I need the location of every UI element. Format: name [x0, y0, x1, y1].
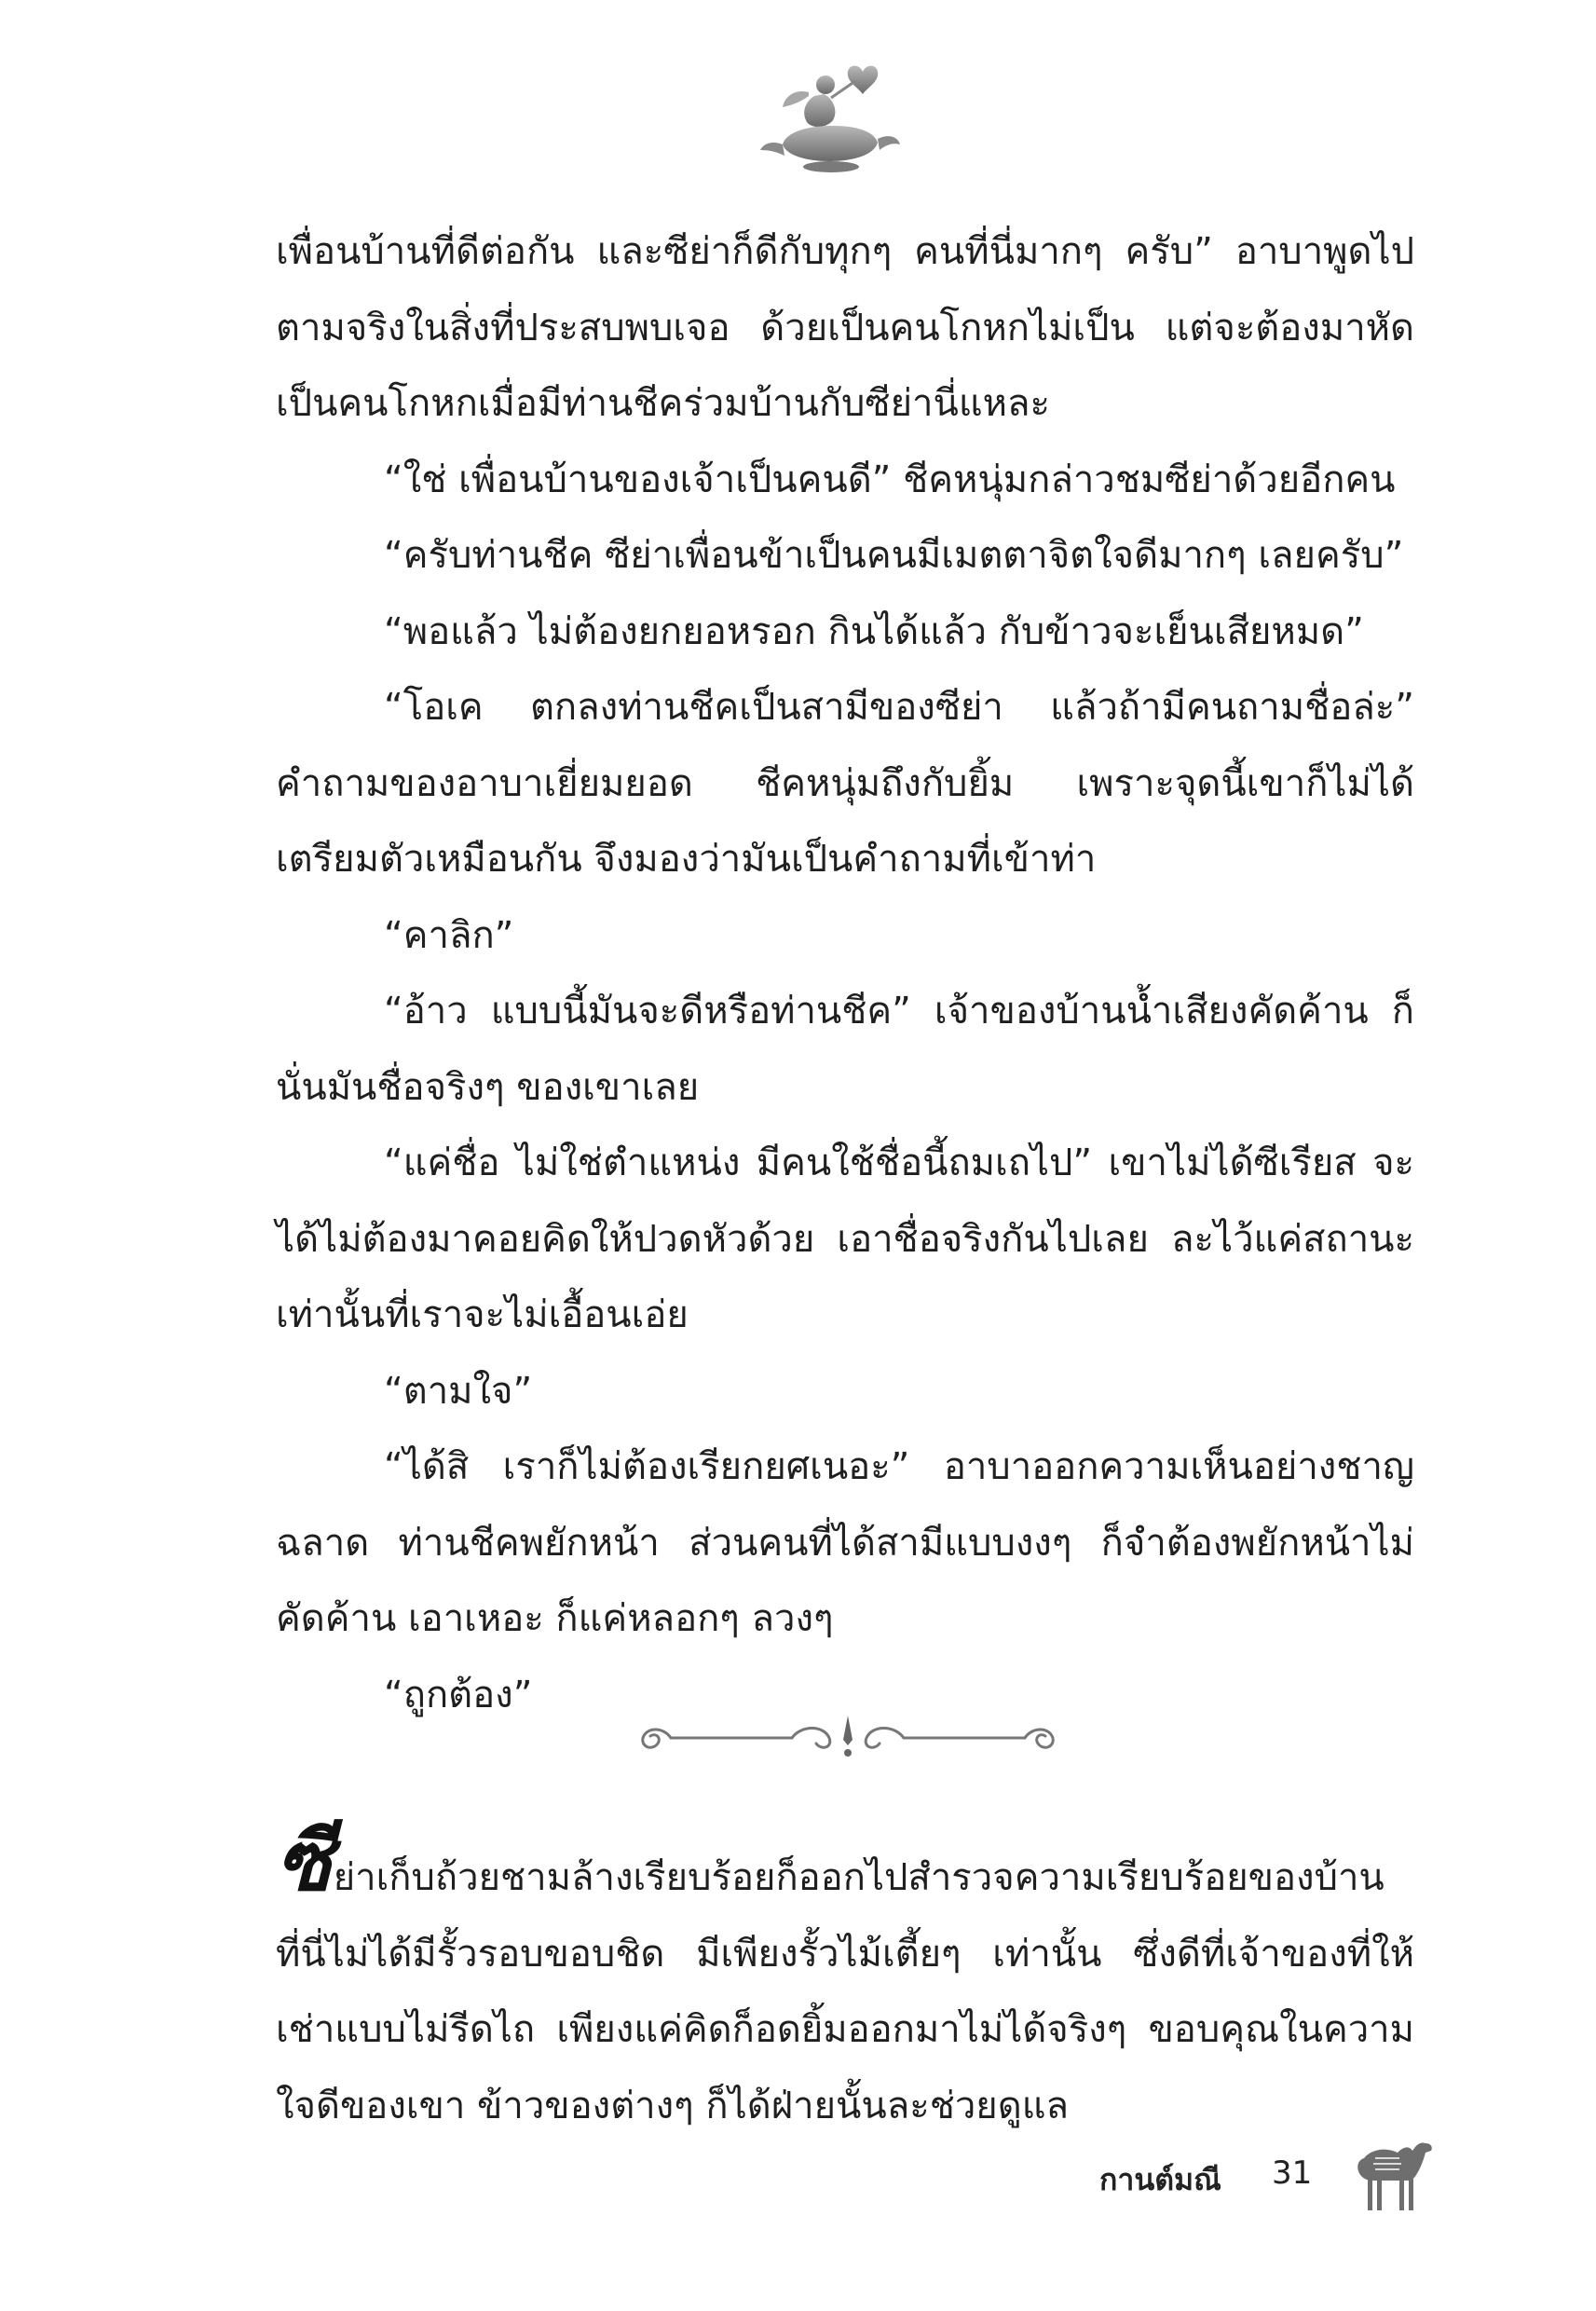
section-paragraph [276, 1812, 1414, 2144]
cherub-teapot-ornament-icon [753, 51, 911, 182]
paragraph: “อ้าว แบบนี้มันจะดีหรือท่านชีค” เจ้าของบ้านน้ำเสียงคัดค้าน ก็นั่นมันชื่อจริงๆ ของเขาเลย [276, 990, 1414, 1109]
camel-icon [1344, 2134, 1437, 2218]
paragraph: “ใช่ เพื่อนบ้านของเจ้าเป็นคนดี” ชีคหนุ่มกล่าวชมซีย่าด้วยอีกคน [384, 458, 1396, 501]
paragraph: “ตามใจ” [384, 1369, 533, 1413]
paragraph: “ถูกต้อง” [384, 1673, 533, 1716]
scroll-flourish-divider-icon [615, 1710, 1081, 1766]
paragraph: “แค่ชื่อ ไม่ใช่ตำแหน่ง มีคนใช้ชื่อนี้ถมเถไป” เขาไม่ได้ซีเรียส จะได้ไม่ต้องมาคอยคิดให้ปวดหัวด้วย เอาชื่อจริงกันไปเลย ละไว้แค่สถานะเท่านั้นที่เราจะไม่เอื้อนเอ่ย [276, 1142, 1414, 1336]
paragraph: เพื่อนบ้านที่ดีต่อกัน และซีย่าก็ดีกับทุกๆ คนที่นี่มากๆ ครับ” อาบาพูดไปตามจริงในสิ่งที่ประสบพบเจอ ด้วยเป็นคนโกหกไม่เป็น แต่จะต้องมาหัดเป็นคนโกหกเมื่อมีท่านชีคร่วมบ้านกับซีย่านี่แหละ [276, 230, 1414, 425]
paragraph: “พอแล้ว ไม่ต้องยกยอหรอก กินได้แล้ว กับข้าวจะเย็นเสียหมด” [384, 609, 1364, 653]
body-text [276, 214, 1414, 1733]
paragraph: “ได้สิ เราก็ไม่ต้องเรียกยศเนอะ” อาบาออกความเห็นอย่างชาญฉลาด ท่านชีคพยักหน้า ส่วนคนที่ได้สามีแบบงงๆ ก็จำต้องพยักหน้าไม่คัดค้าน เอาเหอะ ก็แค่หลอกๆ ลวงๆ [276, 1445, 1414, 1640]
dropcap: ซี [276, 1812, 332, 1909]
page-number: 31 [1272, 2154, 1313, 2192]
page-footer [1099, 2134, 1453, 2227]
book-title: กานต์มณี [1099, 2162, 1221, 2197]
section-body: ย่าเก็บถ้วยชามล้างเรียบร้อยก็ออกไปสำรวจความเรียบร้อยของบ้าน ที่นี่ไม่ได้มีรั้วรอบขอบชิด มีเพียงรั้วไม้เตี้ยๆ เท่านั้น ซึ่งดีที่เจ้าของที่ให้เช่าแบบไม่รีดไถ เพียงแค่คิดก็อดยิ้มออกมาไม่ได้จริงๆ ขอบคุณในความใจดีของเขา ข้าวของต่างๆ ก็ได้ฝ่ายนั้นละช่วยดูแล [276, 1856, 1414, 2127]
paragraph: “โอเค ตกลงท่านชีคเป็นสามีของซีย่า แล้วถ้ามีคนถามชื่อล่ะ” คำถามของอาบาเยี่ยมยอด ชีคหนุ่มถึงกับยิ้ม เพราะจุดนี้เขาก็ไม่ได้เตรียมตัวเหมือนกัน จึงมองว่ามันเป็นคำถามที่เข้าท่า [276, 686, 1414, 881]
paragraph: “คาลิก” [384, 913, 514, 957]
section-paragraph-text [276, 1812, 1414, 2144]
paragraph: “ครับท่านชีค ซีย่าเพื่อนข้าเป็นคนมีเมตตาจิตใจดีมากๆ เลยครับ” [384, 534, 1404, 577]
